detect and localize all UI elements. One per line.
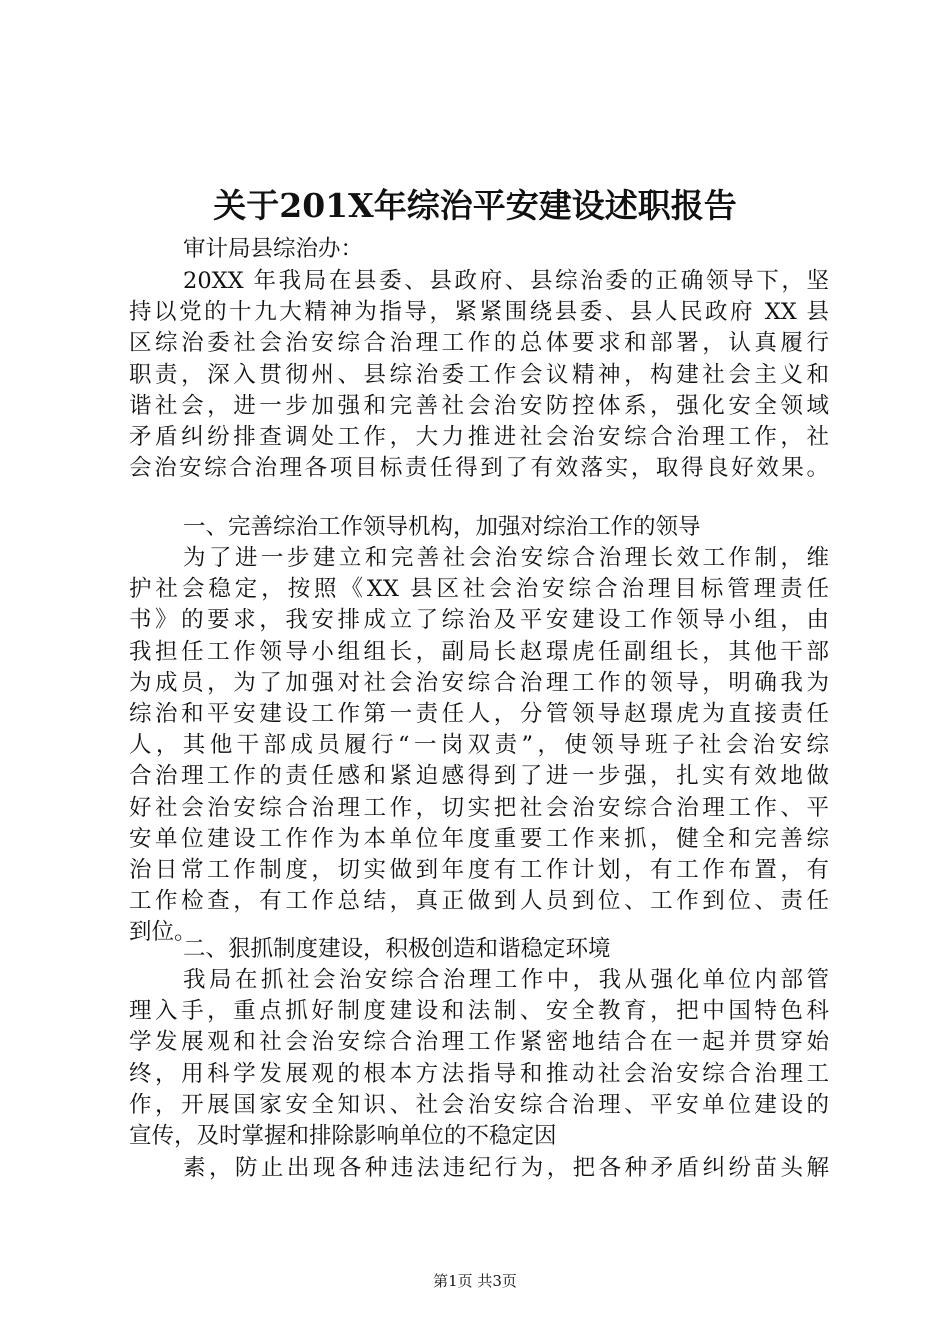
document-title: 关于201X年综治平安建设述职报告 xyxy=(213,186,737,225)
paragraph-2 xyxy=(129,543,829,948)
text-line: 会治安综合治理各项目标责任得到了有效落实，取得良好效果。 xyxy=(129,455,829,482)
text-line: 矛盾纠纷排查调处工作，大力推进社会治安综合治理工作，社 xyxy=(129,423,829,450)
text-line: 为成员，为了加强对社会治安综合治理工作的领导，明确我为 xyxy=(129,669,829,696)
text-line: 区综治委社会治安综合治理工作的总体要求和部署，认真履行 xyxy=(129,330,829,357)
text-line: 宣传，及时掌握和排除影响单位的不稳定因 xyxy=(129,1122,557,1149)
text-line: 治日常工作制度，切实做到年度有工作计划，有工作布置，有 xyxy=(129,856,829,883)
text-line: 理入手，重点抓好制度建设和法制、安全教育，把中国特色科 xyxy=(129,998,829,1025)
text-line: 为了进一步建立和完善社会治安综合治理长效工作制，维 xyxy=(183,545,829,571)
text-line: 工作检查，有工作总结，真正做到人员到位、工作到位、责任 xyxy=(129,888,829,915)
text-line: 作，开展国家安全知识、社会治安综合治理、平安单位建设的 xyxy=(129,1091,829,1118)
text-line: 好社会治安综合治理工作，切实把社会治安综合治理工作、平 xyxy=(129,794,829,821)
text-line: 职责，深入贯彻州、县综治委工作会议精神，构建社会主义和 xyxy=(129,361,829,388)
text-line: 持以党的十九大精神为指导，紧紧围绕县委、县人民政府 XX 县 xyxy=(129,299,829,326)
text-line: 书》的要求，我安排成立了综治及平安建设工作领导小组，由 xyxy=(129,607,829,634)
text-line: 人，其他干部成员履行“一岗双责”，使领导班子社会治安综 xyxy=(129,732,829,759)
text-line: 素，防止出现各种违法违纪行为，把各种矛盾纠纷苗头解 xyxy=(183,1155,829,1181)
text-line: 我局在抓社会治安综合治理工作中，我从强化单位内部管 xyxy=(183,967,829,993)
text-line: 学发展观和社会治安综合治理工作紧密地结合在一起并贯穿始 xyxy=(129,1029,829,1056)
salutation: 审计局县综治办： xyxy=(183,236,364,262)
text-line: 合治理工作的责任感和紧迫感得到了进一步强，扎实有效地做 xyxy=(129,763,829,790)
paragraph-1 xyxy=(129,266,829,484)
text-line: 综治和平安建设工作第一责任人，分管领导赵璟虎为直接责任 xyxy=(129,700,829,727)
section-heading-1: 一、完善综治工作领导机构，加强对综治工作的领导 xyxy=(183,514,701,540)
page-footer: 第1页 共3页 xyxy=(433,1272,517,1290)
paragraph-4 xyxy=(129,1153,829,1184)
text-line: 终，用科学发展观的根本方法指导和推动社会治安综合治理工 xyxy=(129,1060,829,1087)
paragraph-3 xyxy=(129,965,829,1152)
section-heading-2: 二、狠抓制度建设，积极创造和谐稳定环境 xyxy=(183,936,611,962)
text-line: 护社会稳定，按照《XX 县区社会治安综合治理目标管理责任 xyxy=(129,576,829,603)
text-line: 20XX 年我局在县委、县政府、县综治委的正确领导下，坚 xyxy=(183,268,829,294)
text-line: 安单位建设工作作为本单位年度重要工作来抓，健全和完善综 xyxy=(129,825,829,852)
text-line: 我担任工作领导小组组长，副局长赵璟虎任副组长，其他干部 xyxy=(129,638,829,665)
text-line: 到位。 xyxy=(129,919,197,946)
text-line: 谐社会，进一步加强和完善社会治安防控体系，强化安全领域 xyxy=(129,392,829,419)
